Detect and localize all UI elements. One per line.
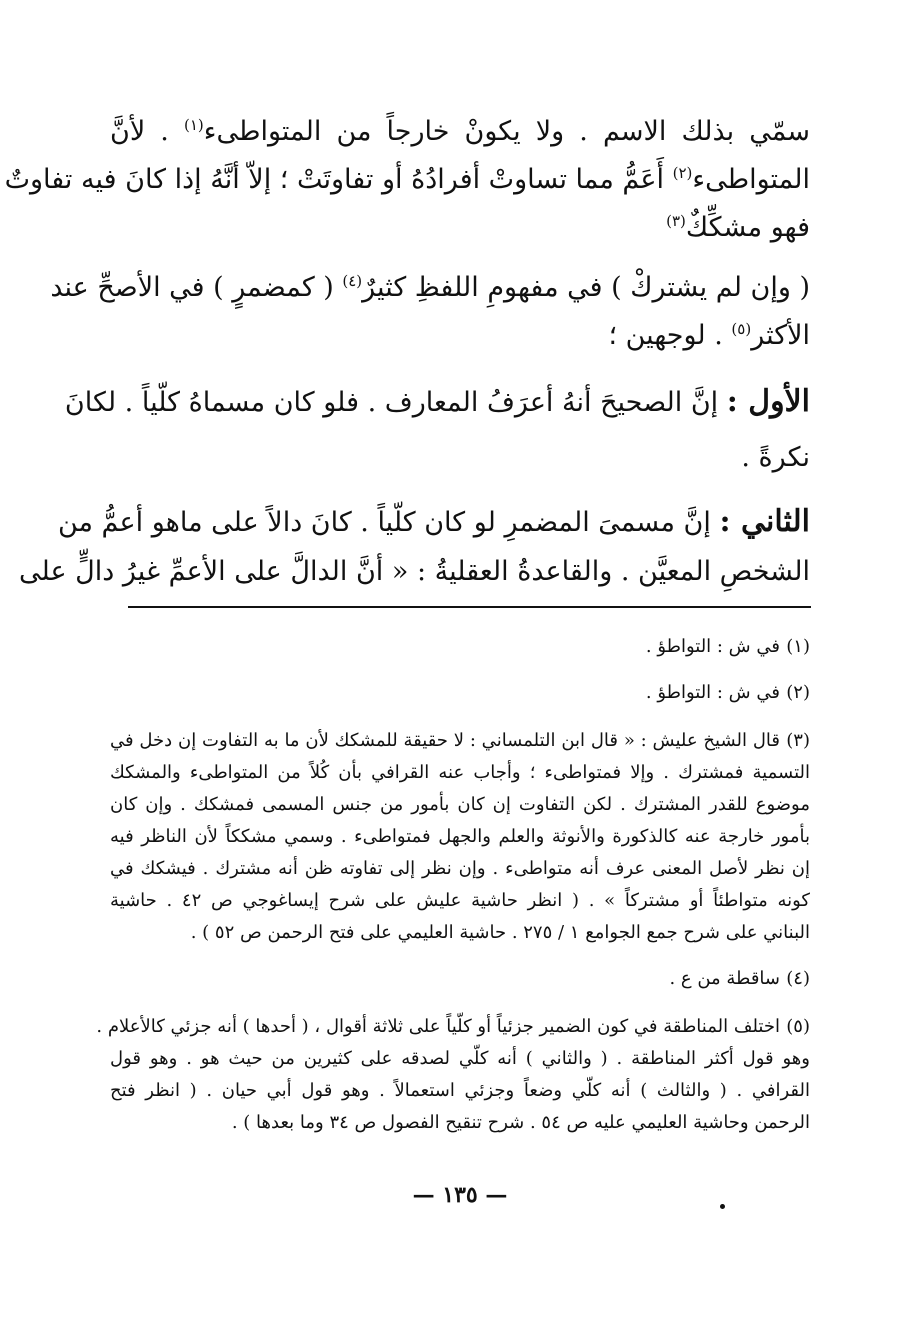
footnote-text: الرحمن وحاشية العليمي عليه ص ٥٤ . شرح تنقيح الفصول ص ٣٤ وما بعدها ) .	[231, 1112, 810, 1133]
footnote-text: البناني على شرح جمع الجوامع ١ / ٢٧٥ . حاشية العليمي على فتح الرحمن ص ٥٢ ) .	[190, 922, 810, 943]
footnote-number: (٢)	[786, 682, 810, 703]
text-segment: المتواطىء	[692, 164, 810, 195]
main-text-line	[110, 208, 810, 248]
footnote-marker: (٥)	[731, 320, 752, 338]
ink-dot	[720, 1204, 725, 1209]
footnote-2	[110, 678, 810, 708]
text-segment: أَعَمُّ مما تساوتْ أفرادُهُ أو تفاوتَتْ ؛ إلاّ أنَّهُ إذا كانَ فيه تفاوتٌ	[4, 164, 673, 195]
footnote-3-line	[110, 758, 810, 788]
page-number: — ١٣٥ —	[412, 1182, 508, 1208]
footnote-5	[96, 1012, 810, 1042]
footnote-text: اختلف المناطقة في كون الضمير جزئياً أو كلّياً على ثلاثة أقوال ، ( أحدها ) أنه جزئي كالأعلام .	[96, 1016, 780, 1037]
section-label: الثاني :	[719, 504, 810, 539]
text-segment: فهو مشكِّكٌ	[685, 212, 810, 243]
text-segment: سمّي بذلك الاسم . ولا يكونْ خارجاً من المتواطىء	[203, 116, 810, 147]
main-text-line	[110, 112, 810, 152]
footnote-text: القرافي . ( والثالث ) أنه كلّي وضعاً وجزئي استعمالاً . وهو قول أبي حيان . ( انظر فتح	[110, 1080, 810, 1101]
footnote-text: في ش : التواطؤ .	[645, 636, 780, 657]
footnote-number: (٤)	[786, 968, 810, 989]
footnote-5-line	[110, 1044, 810, 1074]
text-segment: نكرةً .	[741, 442, 810, 473]
text-segment: الشخصِ المعيَّن . والقاعدةُ العقليةُ : « أنَّ الدالَّ على الأعمِّ غيرُ دالٍّ على	[19, 556, 810, 587]
footnote-marker: (١)	[183, 116, 204, 134]
footnote-text: كونه متواطئاً أو مشتركاً » . ( انظر حاشية عليش على شرح إيساغوجي ص ٤٢ . حاشية	[110, 890, 810, 911]
footnote-text: إن نظر لأصل المعنى عرف أنه متواطىء . وإن نظر إلى تفاوته ظن أنه مشترك . فيشكك في	[110, 858, 810, 879]
footnote-3-line	[110, 886, 810, 916]
footnote-text: التسمية فمشترك . وإلا فمتواطىء ؛ وأجاب عنه القرافي بأن كُلاً من المتواطىء والمشكك	[110, 762, 810, 783]
main-text-line	[64, 382, 810, 423]
footnote-text: بأمور خارجة عنه كالذكورة والأنوثة والعلم والجهل فمتواطىء . وسمي مشككاً لأن الناظر فيه	[110, 826, 810, 847]
footnote-5-line	[110, 1108, 810, 1138]
footnote-3	[110, 726, 810, 756]
footnote-4	[110, 964, 810, 994]
main-text-line	[110, 316, 810, 356]
section-label: الأول :	[726, 384, 810, 419]
main-text-line	[57, 502, 810, 543]
footnote-text: قال الشيخ عليش : « قال ابن التلمساني : لا حقيقة للمشكك لأن ما به التفاوت إن دخل في	[110, 730, 780, 751]
footnote-3-line	[110, 790, 810, 820]
footnote-3-line	[110, 918, 810, 948]
footnote-marker: (٣)	[666, 212, 686, 230]
main-text-line	[4, 160, 810, 200]
footnote-number: (١)	[786, 636, 810, 657]
footnote-5-line	[110, 1076, 810, 1106]
footnote-marker: (٢)	[672, 164, 693, 182]
footnote-separator	[128, 606, 811, 608]
footnote-number: (٥)	[786, 1016, 810, 1037]
footnote-number: (٣)	[786, 730, 810, 751]
footnote-3-line	[110, 854, 810, 884]
text-segment: إنَّ الصحيحَ أنهُ أعرَفُ المعارف . فلو كان مسماهُ كلّياً . لكانَ	[64, 387, 727, 418]
footnote-3-line	[110, 822, 810, 852]
main-text-line	[19, 552, 810, 592]
footnote-1	[110, 632, 810, 662]
text-segment: إنَّ مسمىَ المضمرِ لو كان كلّياً . كانَ دالاً على ماهو أعمُّ من	[57, 507, 720, 538]
text-segment: ( كمضمرٍ ) في الأصحِّ عند	[50, 272, 343, 303]
text-segment: الأكثر	[751, 320, 810, 351]
text-segment: ( وإن لم يشتركْ ) في مفهومِ اللفظِ كثيرٌ	[362, 272, 810, 303]
main-text-line	[50, 268, 810, 308]
footnote-text: ساقطة من ع .	[669, 968, 780, 989]
footnote-text: وهو قول أكثر المناطقة . ( والثاني ) أنه كلّي لصدقه على كثيرين من حيث هو . وهو قول	[110, 1048, 810, 1069]
text-segment: . لأنَّ	[110, 116, 184, 147]
text-segment: . لوجهين ؛	[608, 320, 732, 351]
footnote-text: في ش : التواطؤ .	[645, 682, 780, 703]
footnote-text: موضوع للقدر المشترك . لكن التفاوت إن كان بأمور من جنس المسمى فمشكك . وإن كان	[110, 794, 810, 815]
main-text-line	[110, 438, 810, 478]
footnote-marker: (٤)	[342, 272, 363, 290]
